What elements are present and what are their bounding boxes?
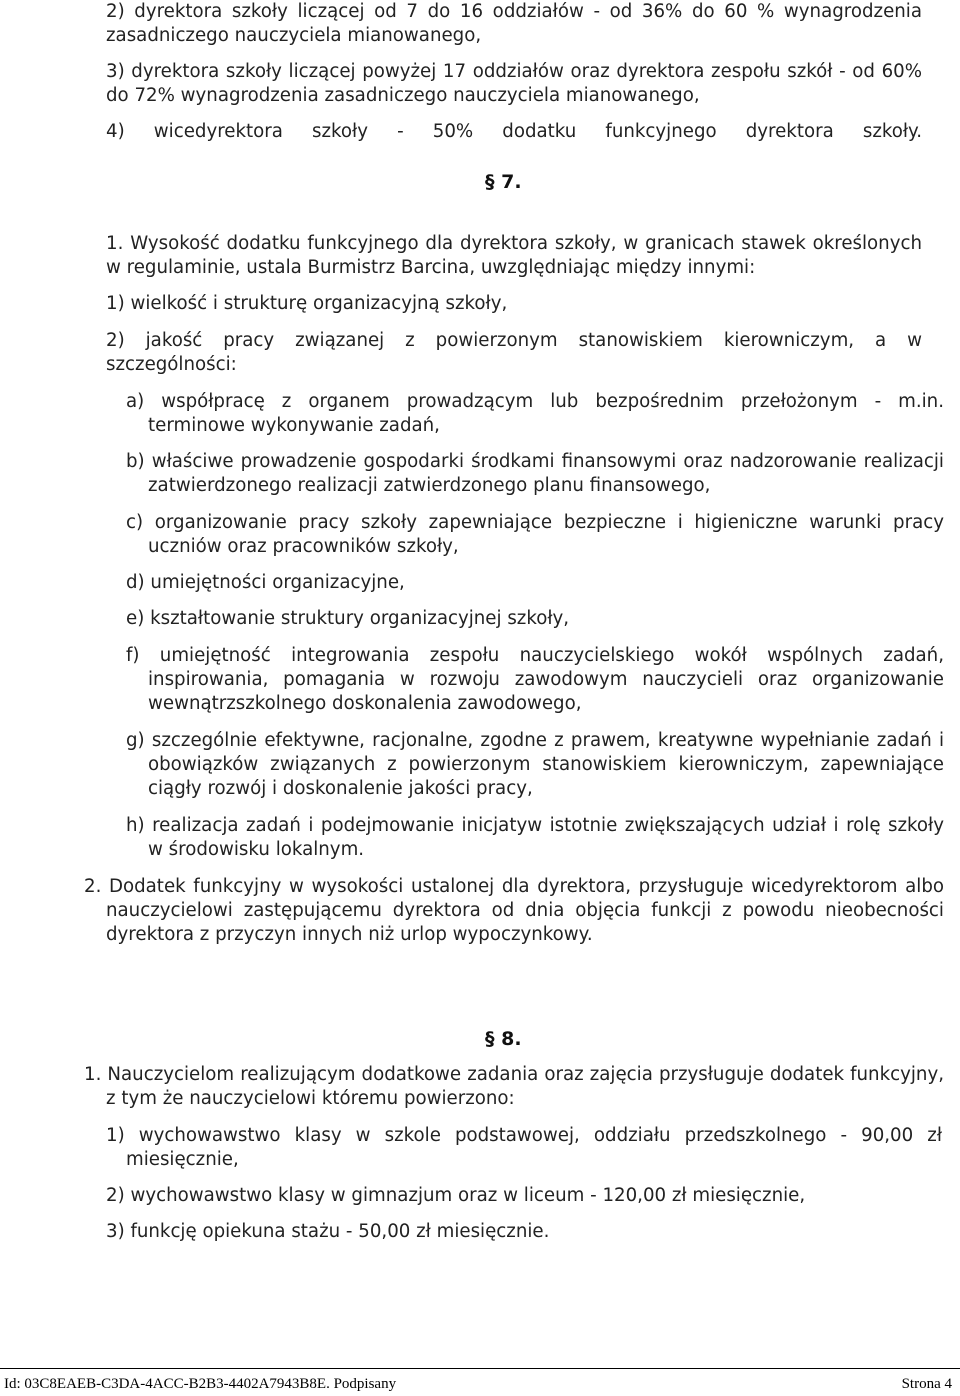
- item-text: 4) wicedyrektora szkoły - 50% dodatku funkcyjnego dyrektora szkoły.: [106, 121, 922, 142]
- section-7-item-h: [126, 814, 944, 862]
- section-8-item-2: [106, 1184, 922, 1208]
- list-item-wicedyrektor: [106, 120, 922, 144]
- item-text: 2) jakość pracy związanej z powierzonym stanowiskiem kierowniczym, a w szczególności:: [106, 330, 922, 375]
- item-text: g) szczególnie efektywne, racjonalne, zgodne z prawem, kreatywne wypełnianie zadań i obowiązków związanych z powierzonym stanowiskiem kierowniczym, zapewniające ciągły rozwój i doskonalenie jakości pracy,: [126, 730, 944, 799]
- paragraph-text: 1. Nauczycielom realizującym dodatkowe zadania oraz zajęcia przysługuje dodatek funkcyjny, z tym że nauczycielowi któremu powierzono:: [84, 1064, 944, 1109]
- section-7-item-e: [126, 607, 922, 631]
- item-text: 2) dyrektora szkoły liczącej od 7 do 16 oddziałów - od 36% do 60 % wynagrodzenia zasadniczego nauczyciela mianowanego,: [106, 1, 922, 46]
- section-7-item-b: [126, 450, 944, 498]
- footer-page-number: Strona 4: [901, 1376, 952, 1392]
- section-7-paragraph-1: [106, 232, 922, 280]
- section-7-item-g: [126, 729, 944, 801]
- item-text: 3) dyrektora szkoły liczącej powyżej 17 oddziałów oraz dyrektora zespołu szkół - od 60% do 72% wynagrodzenia zasadniczego nauczyciela mianowanego,: [106, 61, 922, 106]
- section-8-item-3: [106, 1220, 922, 1244]
- list-item-dyrektor-17: [106, 60, 922, 108]
- section-8-item-1: [106, 1124, 942, 1172]
- footer-document-id: Id: 03C8EAEB-C3DA-4ACC-B2B3-4402A7943B8E. Podpisany: [4, 1376, 397, 1392]
- item-text: h) realizacja zadań i podejmowanie inicjatyw istotnie zwiększających udział i rolę szkoły w środowisku lokalnym.: [126, 815, 944, 860]
- item-text: a) współpracę z organem prowadzącym lub bezpośrednim przełożonym - m.in. terminowe wykonywanie zadań,: [126, 391, 944, 436]
- section-7-paragraph-2: [84, 875, 944, 947]
- item-text: 1) wielkość i strukturę organizacyjną szkoły,: [106, 293, 508, 314]
- item-text: 1) wychowawstwo klasy w szkole podstawowej, oddziału przedszkolnego - 90,00 zł miesięcznie,: [106, 1125, 942, 1170]
- section-8-paragraph-1: [84, 1063, 944, 1111]
- item-text: b) właściwe prowadzenie gospodarki środkami finansowymi oraz nadzorowanie realizacji zatwierdzonego realizacji zatwierdzonego planu finansowego,: [126, 451, 944, 496]
- section-7-item-c: [126, 511, 944, 559]
- item-text: e) kształtowanie struktury organizacyjnej szkoły,: [126, 608, 570, 629]
- paragraph-text: 2. Dodatek funkcyjny w wysokości ustalonej dla dyrektora, przysługuje wicedyrektorom albo nauczycielowi zastępującemu dyrektora od dnia objęcia funkcji z powodu nieobecności dyrektora z przyczyn innych niż urlop wypoczynkowy.: [84, 876, 944, 945]
- footer-divider: [0, 1368, 960, 1369]
- item-text: d) umiejętności organizacyjne,: [126, 572, 405, 593]
- section-7-item-1: [106, 292, 922, 316]
- item-text: f) umiejętność integrowania zespołu nauczycielskiego wokół wspólnych zadań, inspirowania, pomagania w rozwoju zawodowym nauczycieli oraz organizowanie wewnątrzszkolnego doskonalenia zawodowego,: [126, 645, 944, 714]
- list-item-dyrektor-7-16: [106, 0, 922, 48]
- section-8-heading: § 8.: [485, 1028, 522, 1050]
- paragraph-text: 1. Wysokość dodatku funkcyjnego dla dyrektora szkoły, w granicach stawek określonych w regulaminie, ustala Burmistrz Barcina, uwzględniając między innymi:: [106, 233, 922, 278]
- section-7-item-2: [106, 329, 922, 377]
- section-7-item-f: [126, 644, 944, 716]
- item-text: c) organizowanie pracy szkoły zapewniające bezpieczne i higieniczne warunki pracy uczniów oraz pracowników szkoły,: [126, 512, 944, 557]
- item-text: 3) funkcję opiekuna stażu - 50,00 zł miesięcznie.: [106, 1221, 550, 1242]
- section-7-item-a: [126, 390, 944, 438]
- section-7-item-d: [126, 571, 922, 595]
- item-text: 2) wychowawstwo klasy w gimnazjum oraz w liceum - 120,00 zł miesięcznie,: [106, 1185, 806, 1206]
- section-7-heading: § 7.: [485, 171, 522, 193]
